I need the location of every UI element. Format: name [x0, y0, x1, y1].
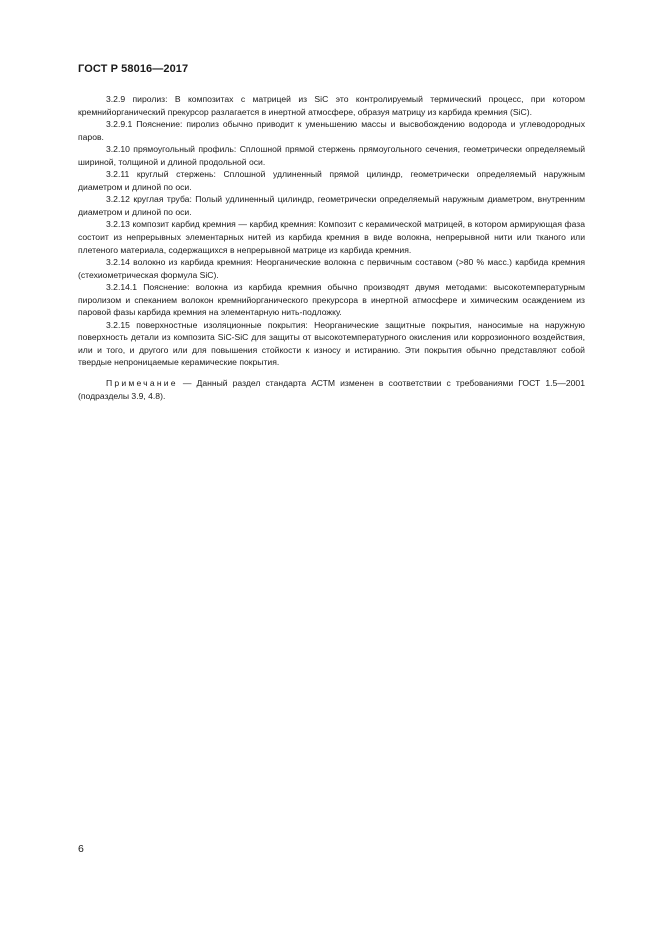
paragraph-3-2-11: 3.2.11 круглый стержень: Сплошной удлиненный прямой цилиндр, геометрически определяемый наружным диаметром и длиной по оси.	[78, 169, 585, 192]
paragraph-3-2-9: 3.2.9 пиролиз: В композитах с матрицей из SiC это контролируемый термический процесс, при котором кремнийорганический прекурсор разлагается в инертной атмосфере, образуя матрицу из карбида кремния (SiC).	[78, 94, 585, 117]
document-body	[78, 93, 585, 402]
paragraph-3-2-14: 3.2.14 волокно из карбида кремния: Неорганические волокна с первичным составом (>80 % масс.) карбида кремния (стехиометрическая формула SiC).	[78, 257, 585, 280]
paragraph-3-2-15: 3.2.15 поверхностные изоляционные покрытия: Неорганические защитные покрытия, наносимые на наружную поверхность детали из композита SiC-SiC для защиты от высокотемпературного окисления или коррозионного воздействия, или и того, и другого или для повышения стойкости к износу и истиранию. Эти покрытия обычно представляют собой твердые непроницаемые керамические покрытия.	[78, 319, 585, 368]
document-header: ГОСТ Р 58016—2017	[78, 63, 189, 75]
paragraph-3-2-12: 3.2.12 круглая труба: Полый удлиненный цилиндр, геометрически определяемый наружным диаметром, внутренним диаметром и длиной по оси.	[78, 194, 585, 217]
note-text: — Данный раздел стандарта АСТМ изменен в соответствии с требованиями ГОСТ 1.5—2001 (подразделы 3.9, 4.8).	[78, 378, 585, 401]
paragraph-3-2-9-1: 3.2.9.1 Пояснение: пиролиз обычно приводит к уменьшению массы и высвобождению водорода и углеводородных паров.	[78, 119, 585, 142]
page-number: 6	[78, 843, 84, 855]
paragraph-3-2-10: 3.2.10 прямоугольный профиль: Сплошной прямой стержень прямоугольного сечения, геометрически определяемый шириной, толщиной и длиной продольной оси.	[78, 144, 585, 167]
paragraph-3-2-13: 3.2.13 композит карбид кремния — карбид кремния: Композит с керамической матрицей, в котором армирующая фаза состоит из непрерывных элементарных нитей из карбида кремния в виде волокна, непрерывной нити или тканого или плетеного материала, содержащихся в непрерывной матрице из карбида кремния.	[78, 219, 585, 255]
note	[78, 377, 585, 402]
paragraph-3-2-14-1: 3.2.14.1 Пояснение: волокна из карбида кремния обычно производят двумя методами: высокотемпературным пиролизом и спеканием волокон кремнийорганического прекурсора в инертной атмосфере и химическим осаждением из паровой фазы карбида кремния на элементарную нить-подложку.	[78, 282, 585, 318]
note-label: Примечание	[106, 378, 178, 389]
